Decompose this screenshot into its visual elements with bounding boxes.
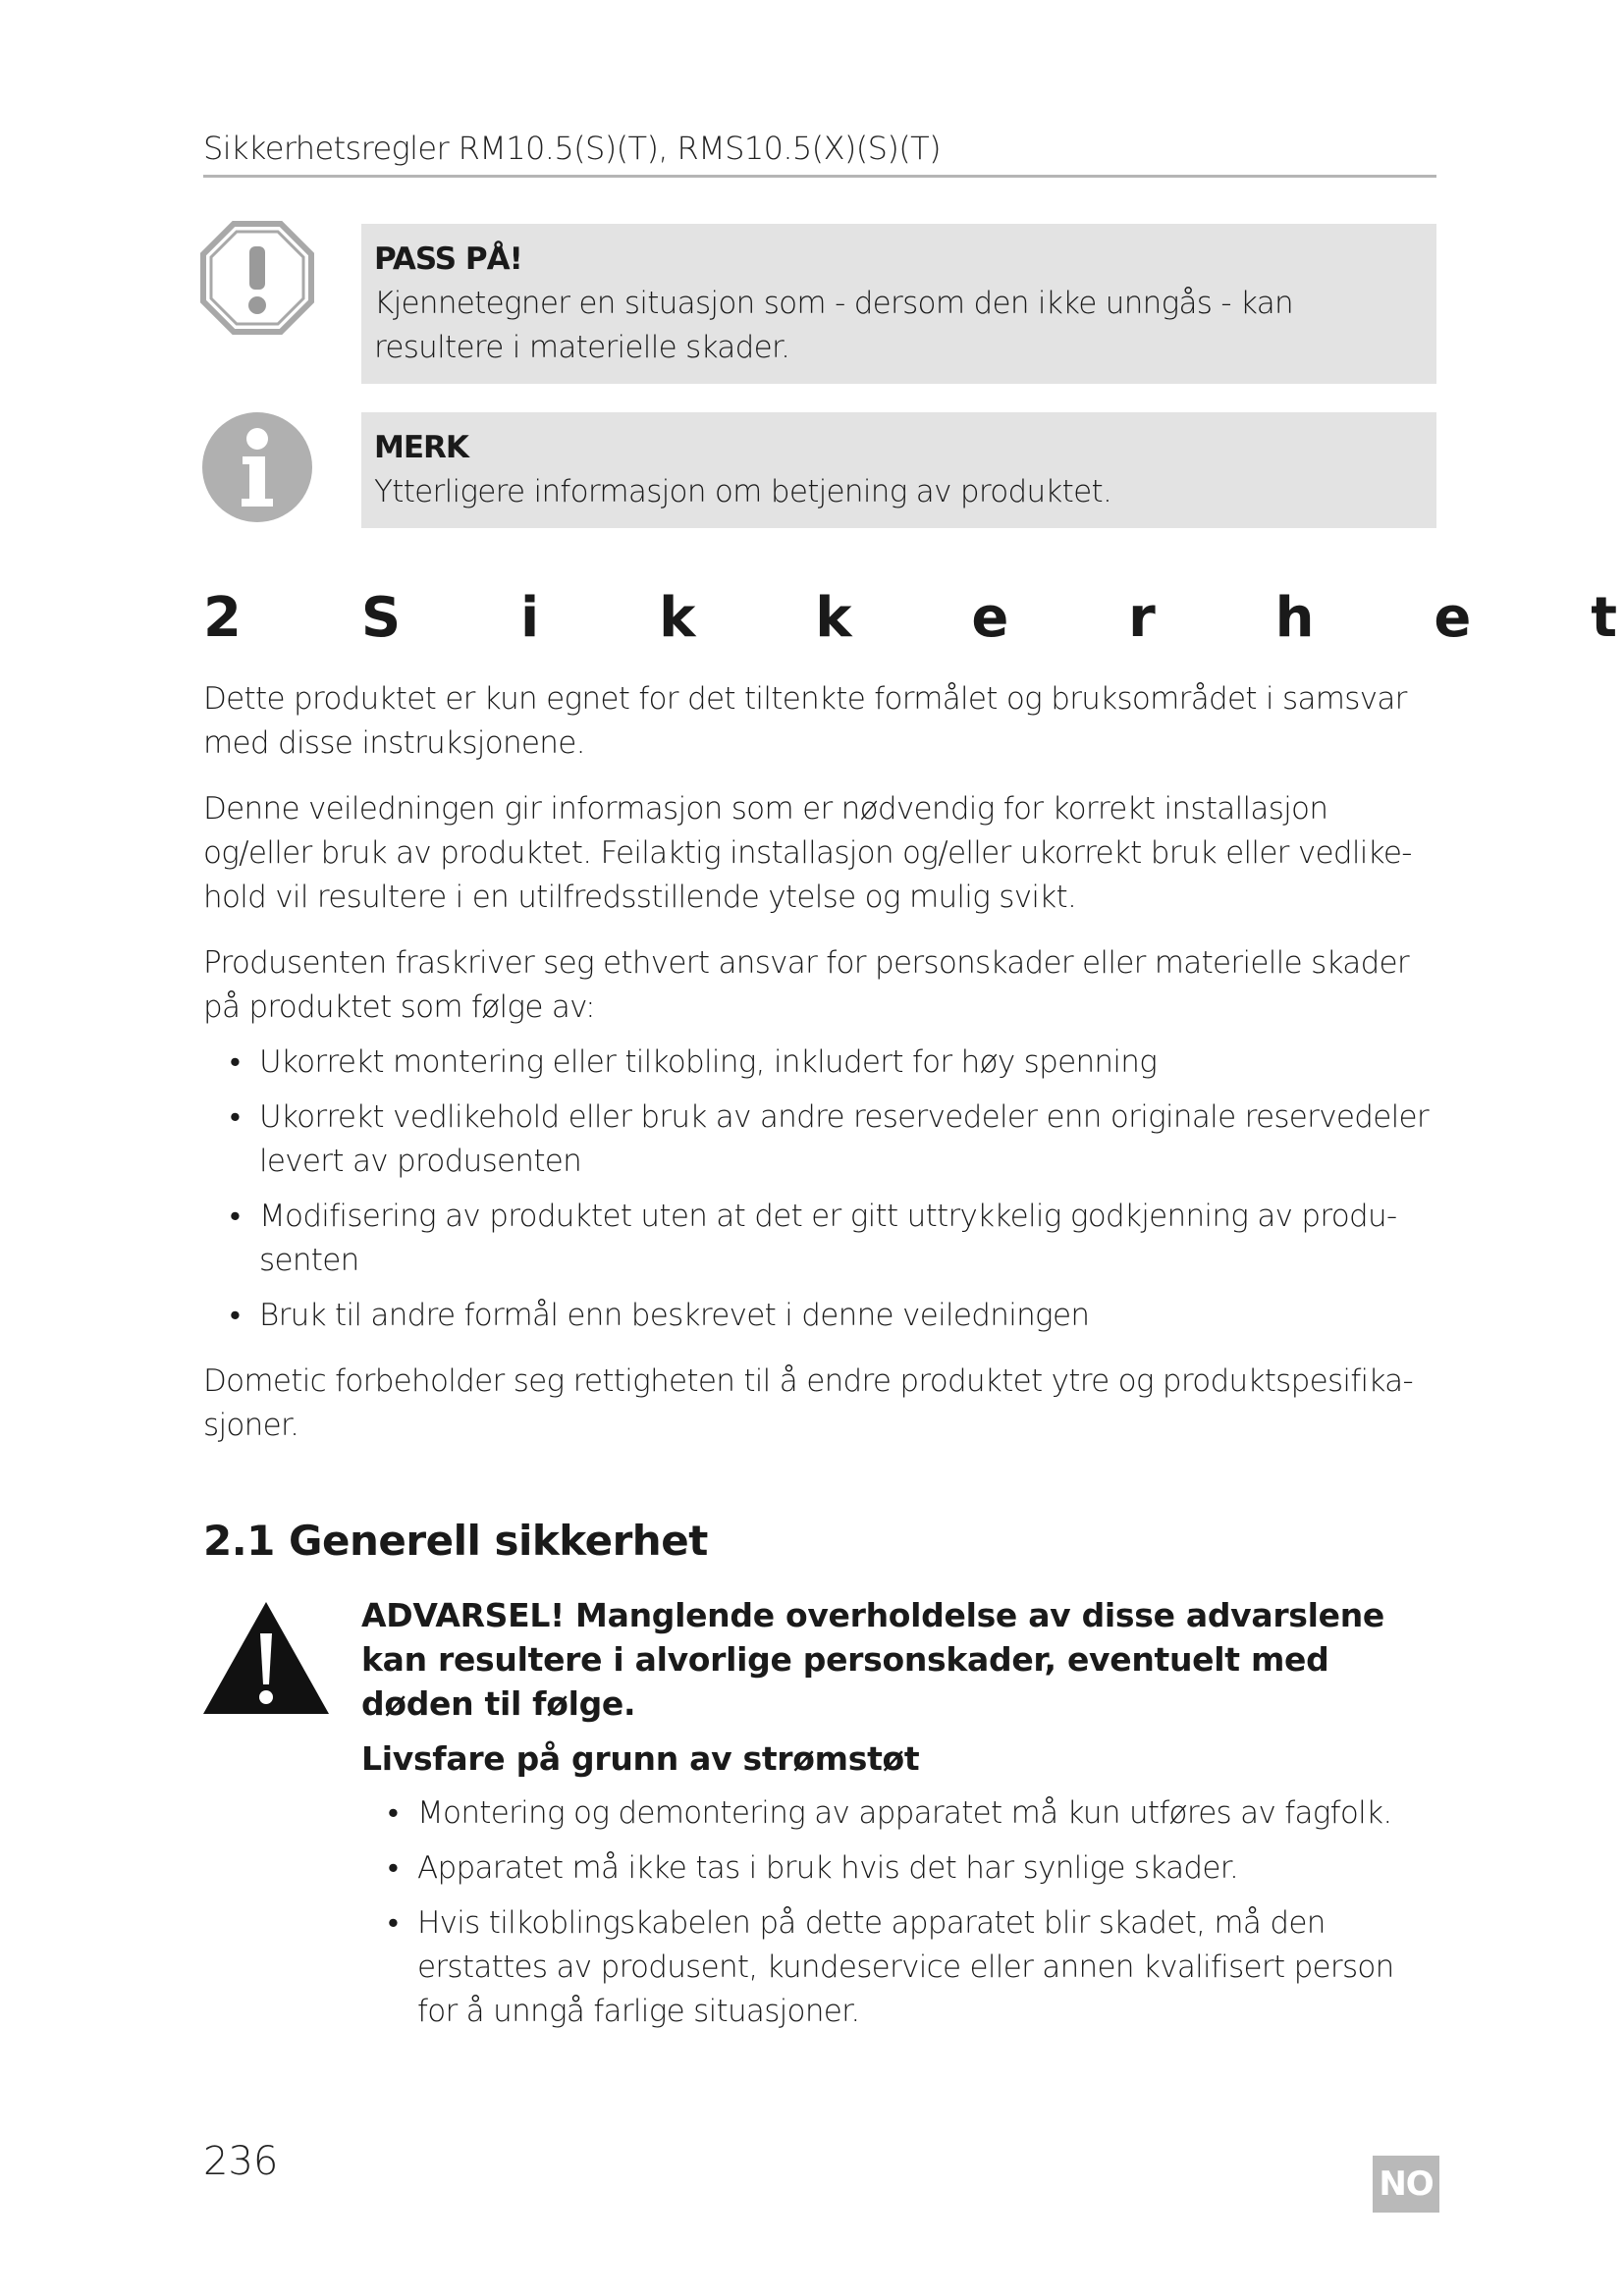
chapter-letter: h	[1274, 586, 1315, 650]
liability-list	[203, 1041, 1438, 1338]
chapter-letter: 2	[203, 586, 242, 650]
list-item: • Apparatet må ikke tas i bruk hvis det har synlige skader.	[361, 1846, 1436, 1891]
notice-caution	[361, 224, 1436, 384]
paragraph: Dometic forbeholder seg rettigheten til å endre produktet ytre og produktspesifika-sjoner.	[203, 1363, 1413, 1443]
warning-triangle-icon	[201, 1600, 331, 1716]
chapter-heading	[203, 587, 1617, 650]
chapter-letter: e	[971, 586, 1009, 650]
paragraph: Denne veiledningen gir informasjon som er nødvendig for korrekt installasjon og/eller bruk av produktet. Feilaktig installasjon og/eller ukorrekt bruk eller vedlike-hold vil resultere i en utilfredsstillende ytelse og mulig svikt.	[203, 791, 1412, 915]
chapter-letter: k	[815, 586, 852, 650]
exclamation-octagon-icon	[200, 221, 314, 335]
notice-text: Kjennetegner en situasjon som - dersom den ikke unngås - kan resultere i materielle skader.	[374, 286, 1293, 365]
chapter-letter: e	[1434, 586, 1472, 650]
chapter-letter: t	[1591, 586, 1617, 650]
intro-body	[203, 677, 1438, 1469]
list-item: • Ukorrekt montering eller tilkobling, inkludert for høy spenning	[203, 1041, 1438, 1085]
chapter-letter: r	[1128, 586, 1156, 650]
page-number: 236	[203, 2139, 279, 2184]
paragraph: Produsenten fraskriver seg ethvert ansvar for personskader eller materielle skader på produktet som følge av:	[203, 945, 1409, 1025]
section-title: 2.1 Generell sikkerhet	[203, 1517, 708, 1565]
list-item: • Hvis tilkoblingskabelen på dette apparatet blir skadet, må den erstattes av produsent, kundeservice eller annen kvalifisert person for å unngå farlige situasjoner.	[361, 1901, 1436, 2034]
list-item: • Bruk til andre formål enn beskrevet i denne veiledningen	[203, 1294, 1438, 1338]
notice-text: Ytterligere informasjon om betjening av produktet.	[374, 474, 1112, 509]
chapter-letter: k	[659, 586, 696, 650]
warning-list	[361, 1791, 1436, 2034]
chapter-letter: i	[520, 586, 540, 650]
warning-title: ADVARSEL! Manglende overholdelse av disse advarslene kan resultere i alvorlige personskader, eventuelt med døden til følge.	[361, 1596, 1385, 1723]
info-circle-icon	[200, 410, 314, 524]
list-item: • Modifisering av produktet uten at det er gitt uttrykkelig godkjenning av produ-senten	[203, 1195, 1438, 1283]
warning-subheading: Livsfare på grunn av strømstøt	[361, 1739, 920, 1778]
language-badge: NO	[1373, 2156, 1439, 2213]
list-item: • Montering og demontering av apparatet må kun utføres av fagfolk.	[361, 1791, 1436, 1836]
list-item: • Ukorrekt vedlikehold eller bruk av andre reservedeler enn originale reservedeler levert av produsenten	[203, 1095, 1438, 1184]
paragraph: Dette produktet er kun egnet for det tiltenkte formålet og bruksområdet i samsvar med disse instruksjonene.	[203, 681, 1407, 761]
notice-title: MERK	[374, 430, 468, 465]
chapter-letter: S	[360, 586, 402, 650]
notice-note	[361, 412, 1436, 528]
notice-title: PASS PÅ!	[374, 241, 522, 277]
running-header: Sikkerhetsregler RM10.5(S)(T), RMS10.5(X)(S)(T)	[203, 130, 1436, 178]
warning-block	[361, 1593, 1436, 2056]
